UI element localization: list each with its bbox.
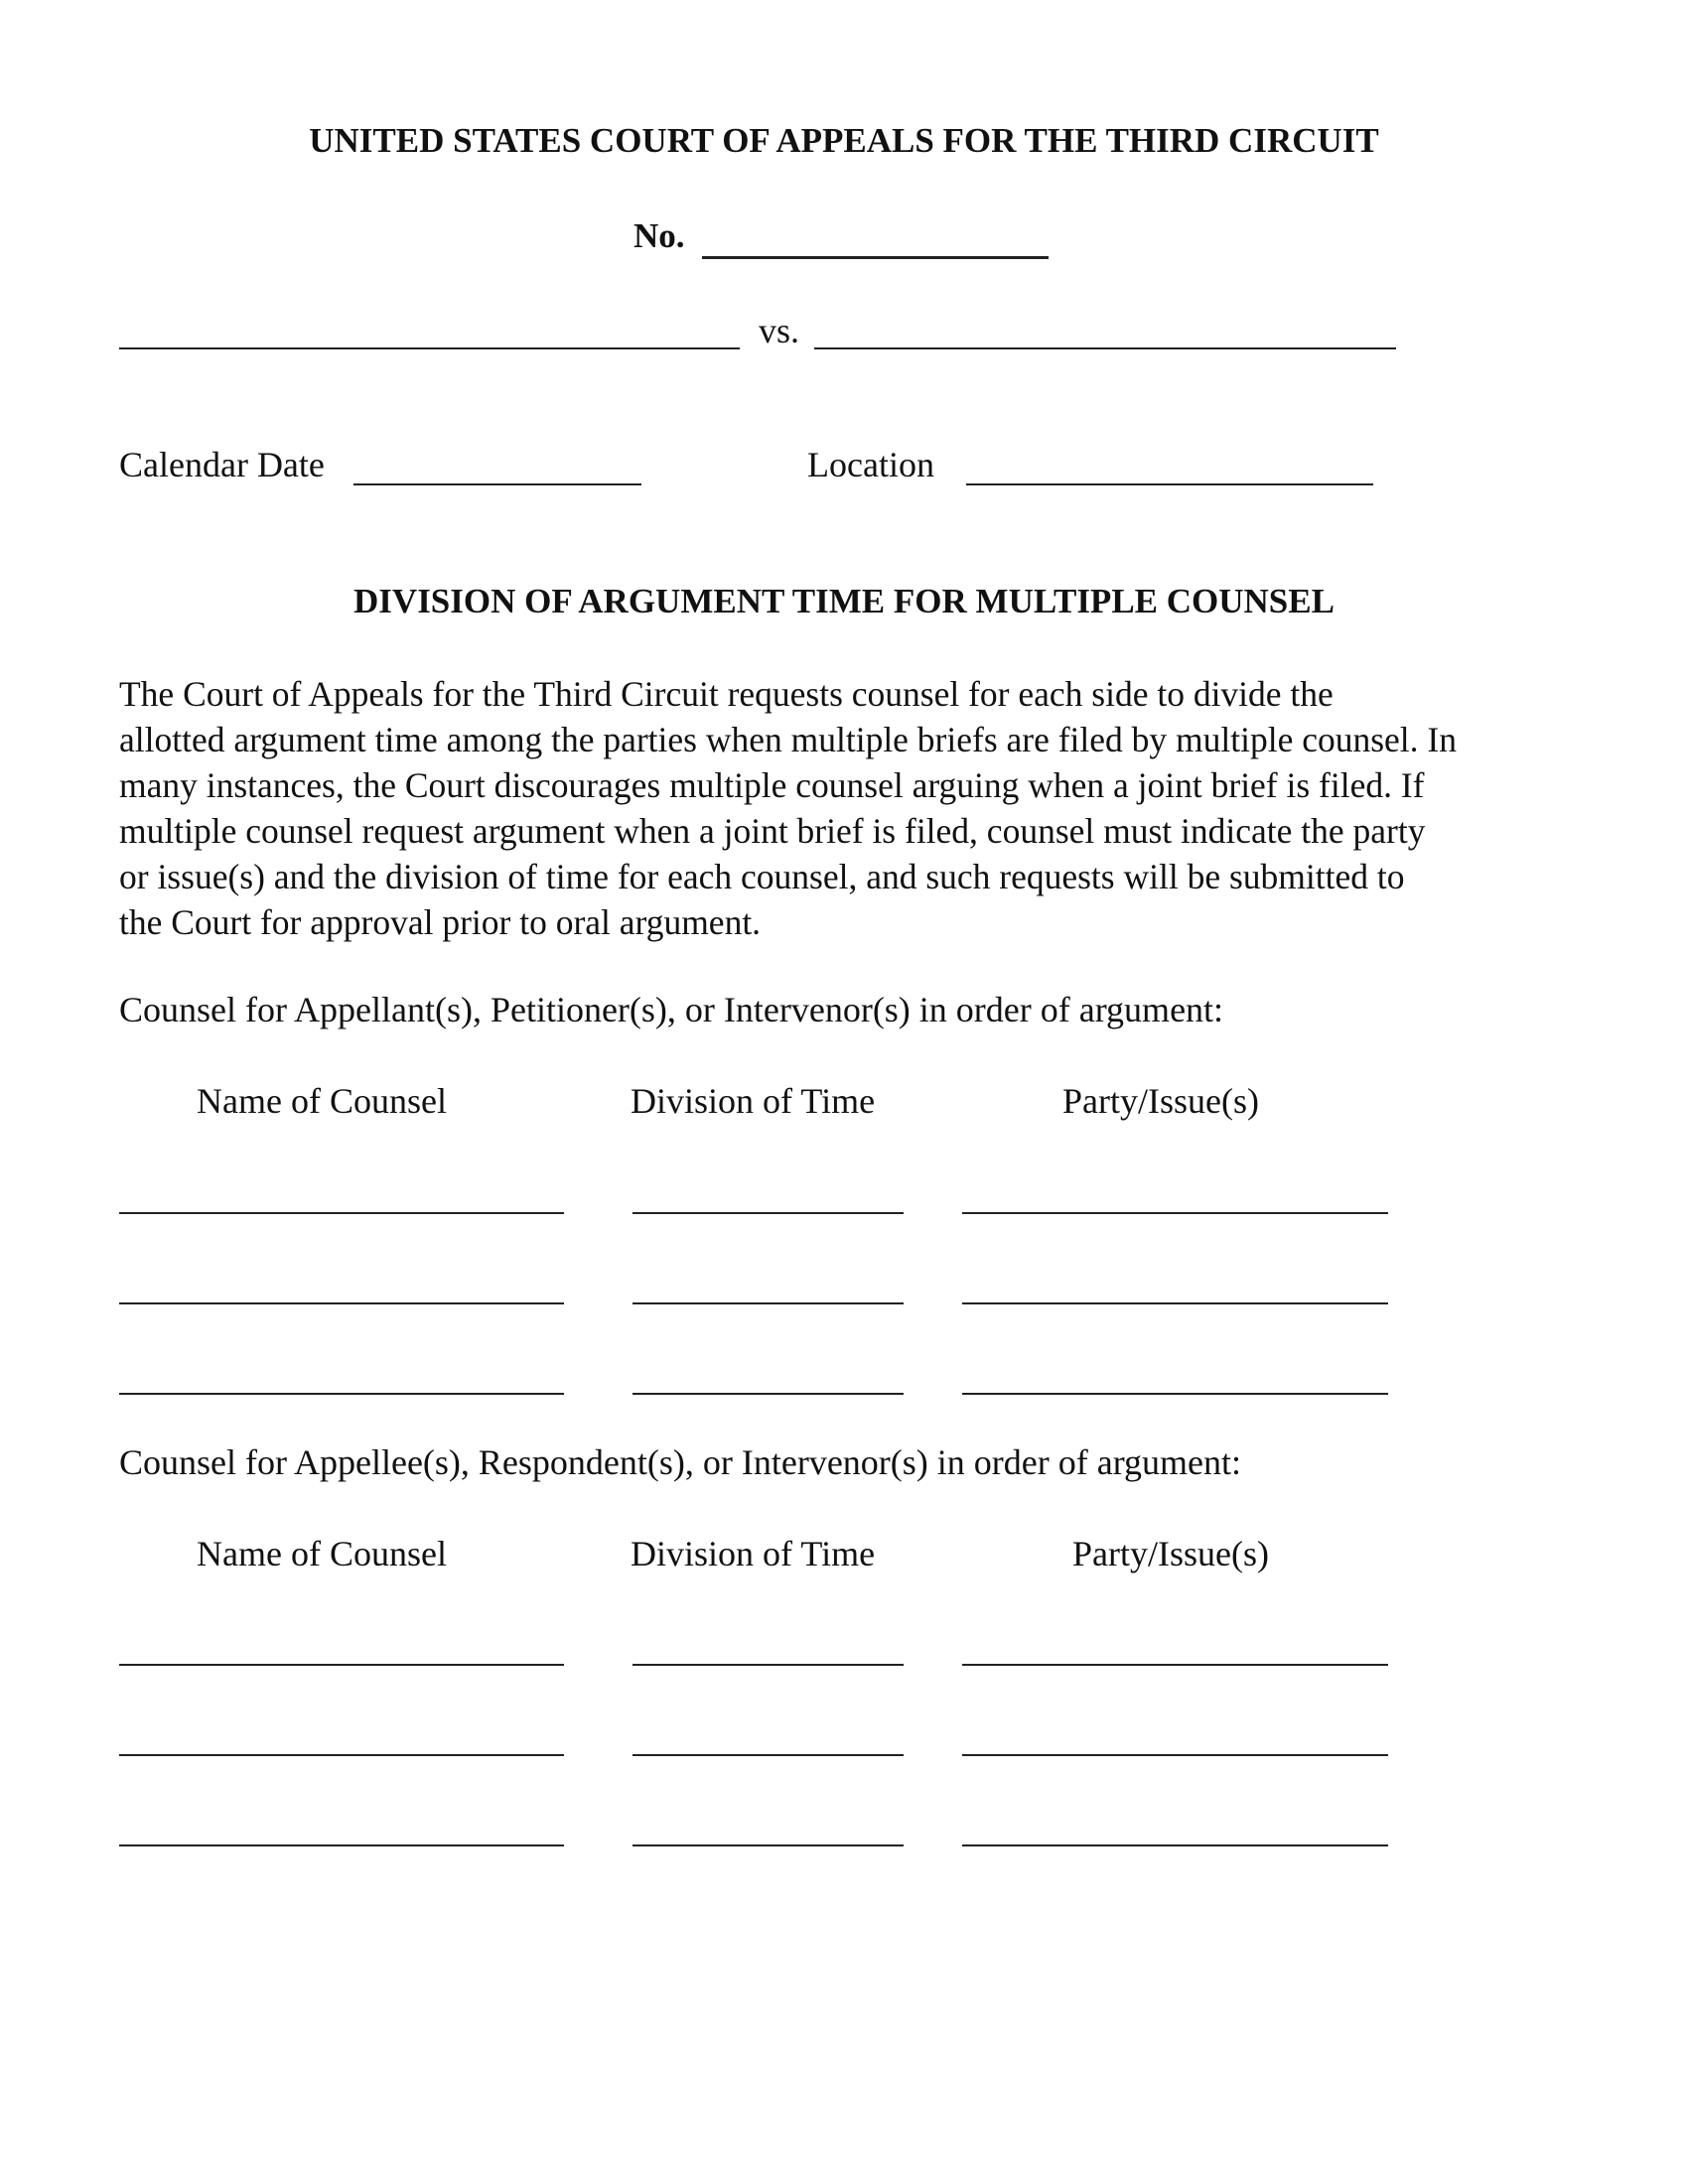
appellee-column-party-header: Party/Issue(s): [1072, 1534, 1269, 1573]
appellant-column-time-header: Division of Time: [631, 1081, 876, 1121]
appellant-time-field[interactable]: [633, 1302, 904, 1304]
calendar-date-field[interactable]: [353, 483, 641, 485]
appellee-party-field[interactable]: [814, 347, 1396, 349]
appellee-time-field[interactable]: [633, 1754, 904, 1756]
appellant-party-issue-field[interactable]: [962, 1212, 1388, 1214]
appellant-party-issue-field[interactable]: [962, 1302, 1388, 1304]
appellee-column-time-header: Division of Time: [631, 1534, 876, 1573]
appellee-party-issue-field[interactable]: [962, 1664, 1388, 1666]
calendar-date-label: Calendar Date: [119, 445, 325, 484]
location-label: Location: [807, 445, 934, 484]
instructions-line: the Court for approval prior to oral argument.: [119, 902, 762, 942]
appellant-party-field[interactable]: [119, 347, 740, 349]
appellant-party-issue-field[interactable]: [962, 1393, 1388, 1395]
appellee-time-field[interactable]: [633, 1664, 904, 1666]
appellant-name-field[interactable]: [119, 1393, 564, 1395]
appellant-time-field[interactable]: [633, 1212, 904, 1214]
appellee-party-issue-field[interactable]: [962, 1754, 1388, 1756]
instructions-line: multiple counsel request argument when a joint brief is filed, counsel must indicate the party: [119, 811, 1426, 851]
instructions-line: allotted argument time among the parties when multiple briefs are filed by multiple counsel. In: [119, 720, 1457, 759]
appellant-column-name-header: Name of Counsel: [197, 1081, 447, 1121]
versus-label: vs.: [759, 311, 800, 350]
appellee-column-name-header: Name of Counsel: [197, 1534, 447, 1573]
location-field[interactable]: [966, 483, 1373, 485]
appellee-name-field[interactable]: [119, 1664, 564, 1666]
appellant-column-party-header: Party/Issue(s): [1062, 1081, 1259, 1121]
appellant-section-label: Counsel for Appellant(s), Petitioner(s), or Intervenor(s) in order of argument:: [119, 990, 1224, 1029]
instructions-line: many instances, the Court discourages multiple counsel arguing when a joint brief is filed. If: [119, 765, 1425, 805]
appellant-name-field[interactable]: [119, 1212, 564, 1214]
appellant-time-field[interactable]: [633, 1393, 904, 1395]
instructions-line: The Court of Appeals for the Third Circuit requests counsel for each side to divide the: [119, 674, 1334, 714]
section-title: DIVISION OF ARGUMENT TIME FOR MULTIPLE COUNSEL: [353, 582, 1335, 620]
case-number-field[interactable]: [702, 256, 1049, 259]
instructions-paragraph: [119, 671, 1628, 945]
appellee-section-label: Counsel for Appellee(s), Respondent(s), or Intervenor(s) in order of argument:: [119, 1442, 1242, 1482]
appellee-name-field[interactable]: [119, 1754, 564, 1756]
instructions-line: or issue(s) and the division of time for each counsel, and such requests will be submitted to: [119, 857, 1405, 896]
appellee-party-issue-field[interactable]: [962, 1844, 1388, 1846]
appellant-name-field[interactable]: [119, 1302, 564, 1304]
appellee-time-field[interactable]: [633, 1844, 904, 1846]
case-number-label: No.: [633, 216, 685, 255]
court-title: UNITED STATES COURT OF APPEALS FOR THE THIRD CIRCUIT: [309, 121, 1379, 160]
appellee-name-field[interactable]: [119, 1844, 564, 1846]
